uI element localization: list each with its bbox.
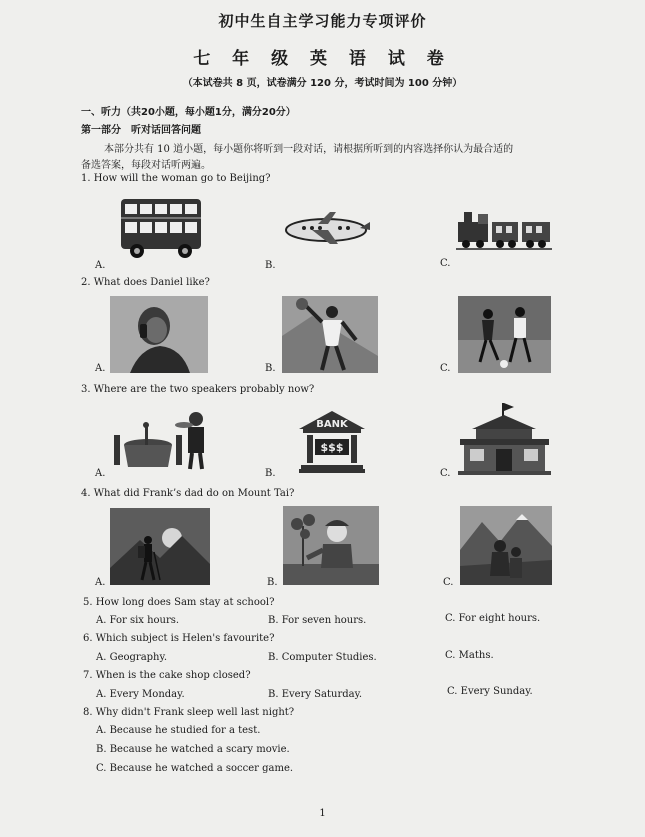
q4-label-a: A. bbox=[95, 577, 106, 588]
bank-icon[interactable] bbox=[297, 409, 367, 473]
question-3: 3. Where are the two speakers probably now? bbox=[81, 384, 315, 395]
q2-label-c: C. bbox=[440, 363, 451, 374]
q5-option-b[interactable]: B. For seven hours. bbox=[268, 615, 367, 626]
bank-sign-text: BANK bbox=[316, 419, 348, 430]
q5-option-a[interactable]: A. For six hours. bbox=[96, 615, 180, 626]
q1-label-c: C. bbox=[440, 258, 451, 269]
question-5: 5. How long does Sam stay at school? bbox=[83, 597, 275, 608]
q3-label-b: B. bbox=[265, 468, 276, 479]
soccer-photo[interactable] bbox=[458, 296, 551, 373]
q5-option-c[interactable]: C. For eight hours. bbox=[445, 613, 541, 624]
mountain-view-photo[interactable] bbox=[460, 506, 552, 585]
building-icon[interactable] bbox=[458, 403, 551, 475]
restaurant-waiter-icon[interactable] bbox=[112, 405, 210, 471]
hiker-photo[interactable] bbox=[110, 508, 210, 585]
q7-option-c[interactable]: C. Every Sunday. bbox=[447, 686, 533, 697]
question-6: 6. Which subject is Helen's favourite? bbox=[83, 633, 275, 644]
question-4: 4. What did Frank’s dad do on Mount Tai? bbox=[81, 488, 295, 499]
phone-call-photo[interactable] bbox=[110, 296, 208, 373]
page-number: 1 bbox=[319, 808, 326, 819]
q8-option-b[interactable]: B. Because he watched a scary movie. bbox=[96, 744, 290, 755]
q6-option-b[interactable]: B. Computer Studies. bbox=[268, 652, 377, 663]
question-7: 7. When is the cake shop closed? bbox=[83, 670, 251, 681]
exam-subtitle: 七 年 级 英 语 试 卷 bbox=[193, 49, 452, 69]
question-2: 2. What does Daniel like? bbox=[81, 277, 210, 288]
exam-note: （本试卷共 8 页，试卷满分 120 分，考试时间为 100 分钟） bbox=[182, 78, 463, 89]
q1-label-b: B. bbox=[265, 260, 276, 271]
q4-label-b: B. bbox=[267, 577, 278, 588]
planting-tree-photo[interactable] bbox=[283, 506, 379, 585]
bus-icon[interactable] bbox=[115, 195, 207, 260]
airplane-icon[interactable] bbox=[282, 208, 372, 248]
q2-label-a: A. bbox=[95, 363, 106, 374]
q7-option-a[interactable]: A. Every Monday. bbox=[96, 689, 185, 700]
q7-option-b[interactable]: B. Every Saturday. bbox=[268, 689, 363, 700]
part-heading: 第一部分 听对话回答问题 bbox=[81, 125, 201, 136]
q1-label-a: A. bbox=[95, 260, 106, 271]
exam-title: 初中生自主学习能力专项评价 bbox=[218, 12, 427, 30]
bank-money-text: $$$ bbox=[320, 441, 344, 454]
q4-label-c: C. bbox=[443, 577, 454, 588]
section-heading: 一、听力（共20小题，每小题1分，满分20分） bbox=[81, 107, 296, 118]
q6-option-c[interactable]: C. Maths. bbox=[445, 650, 494, 661]
basketball-photo[interactable] bbox=[282, 296, 378, 373]
q8-option-c[interactable]: C. Because he watched a soccer game. bbox=[96, 763, 294, 774]
intro-text-line1: 本部分共有 10 道小题，每小题你将听到一段对话，请根据所听到的内容选择你认为最合适的 bbox=[104, 144, 514, 155]
intro-text-line2: 备选答案，每段对话听两遍。 bbox=[81, 160, 211, 171]
train-icon[interactable] bbox=[456, 204, 552, 250]
q3-label-a: A. bbox=[95, 468, 106, 479]
question-8: 8. Why didn't Frank sleep well last night? bbox=[83, 707, 295, 718]
q2-label-b: B. bbox=[265, 363, 276, 374]
q3-label-c: C. bbox=[440, 468, 451, 479]
q6-option-a[interactable]: A. Geography. bbox=[96, 652, 167, 663]
q8-option-a[interactable]: A. Because he studied for a test. bbox=[96, 725, 261, 736]
question-1: 1. How will the woman go to Beijing? bbox=[81, 173, 271, 184]
